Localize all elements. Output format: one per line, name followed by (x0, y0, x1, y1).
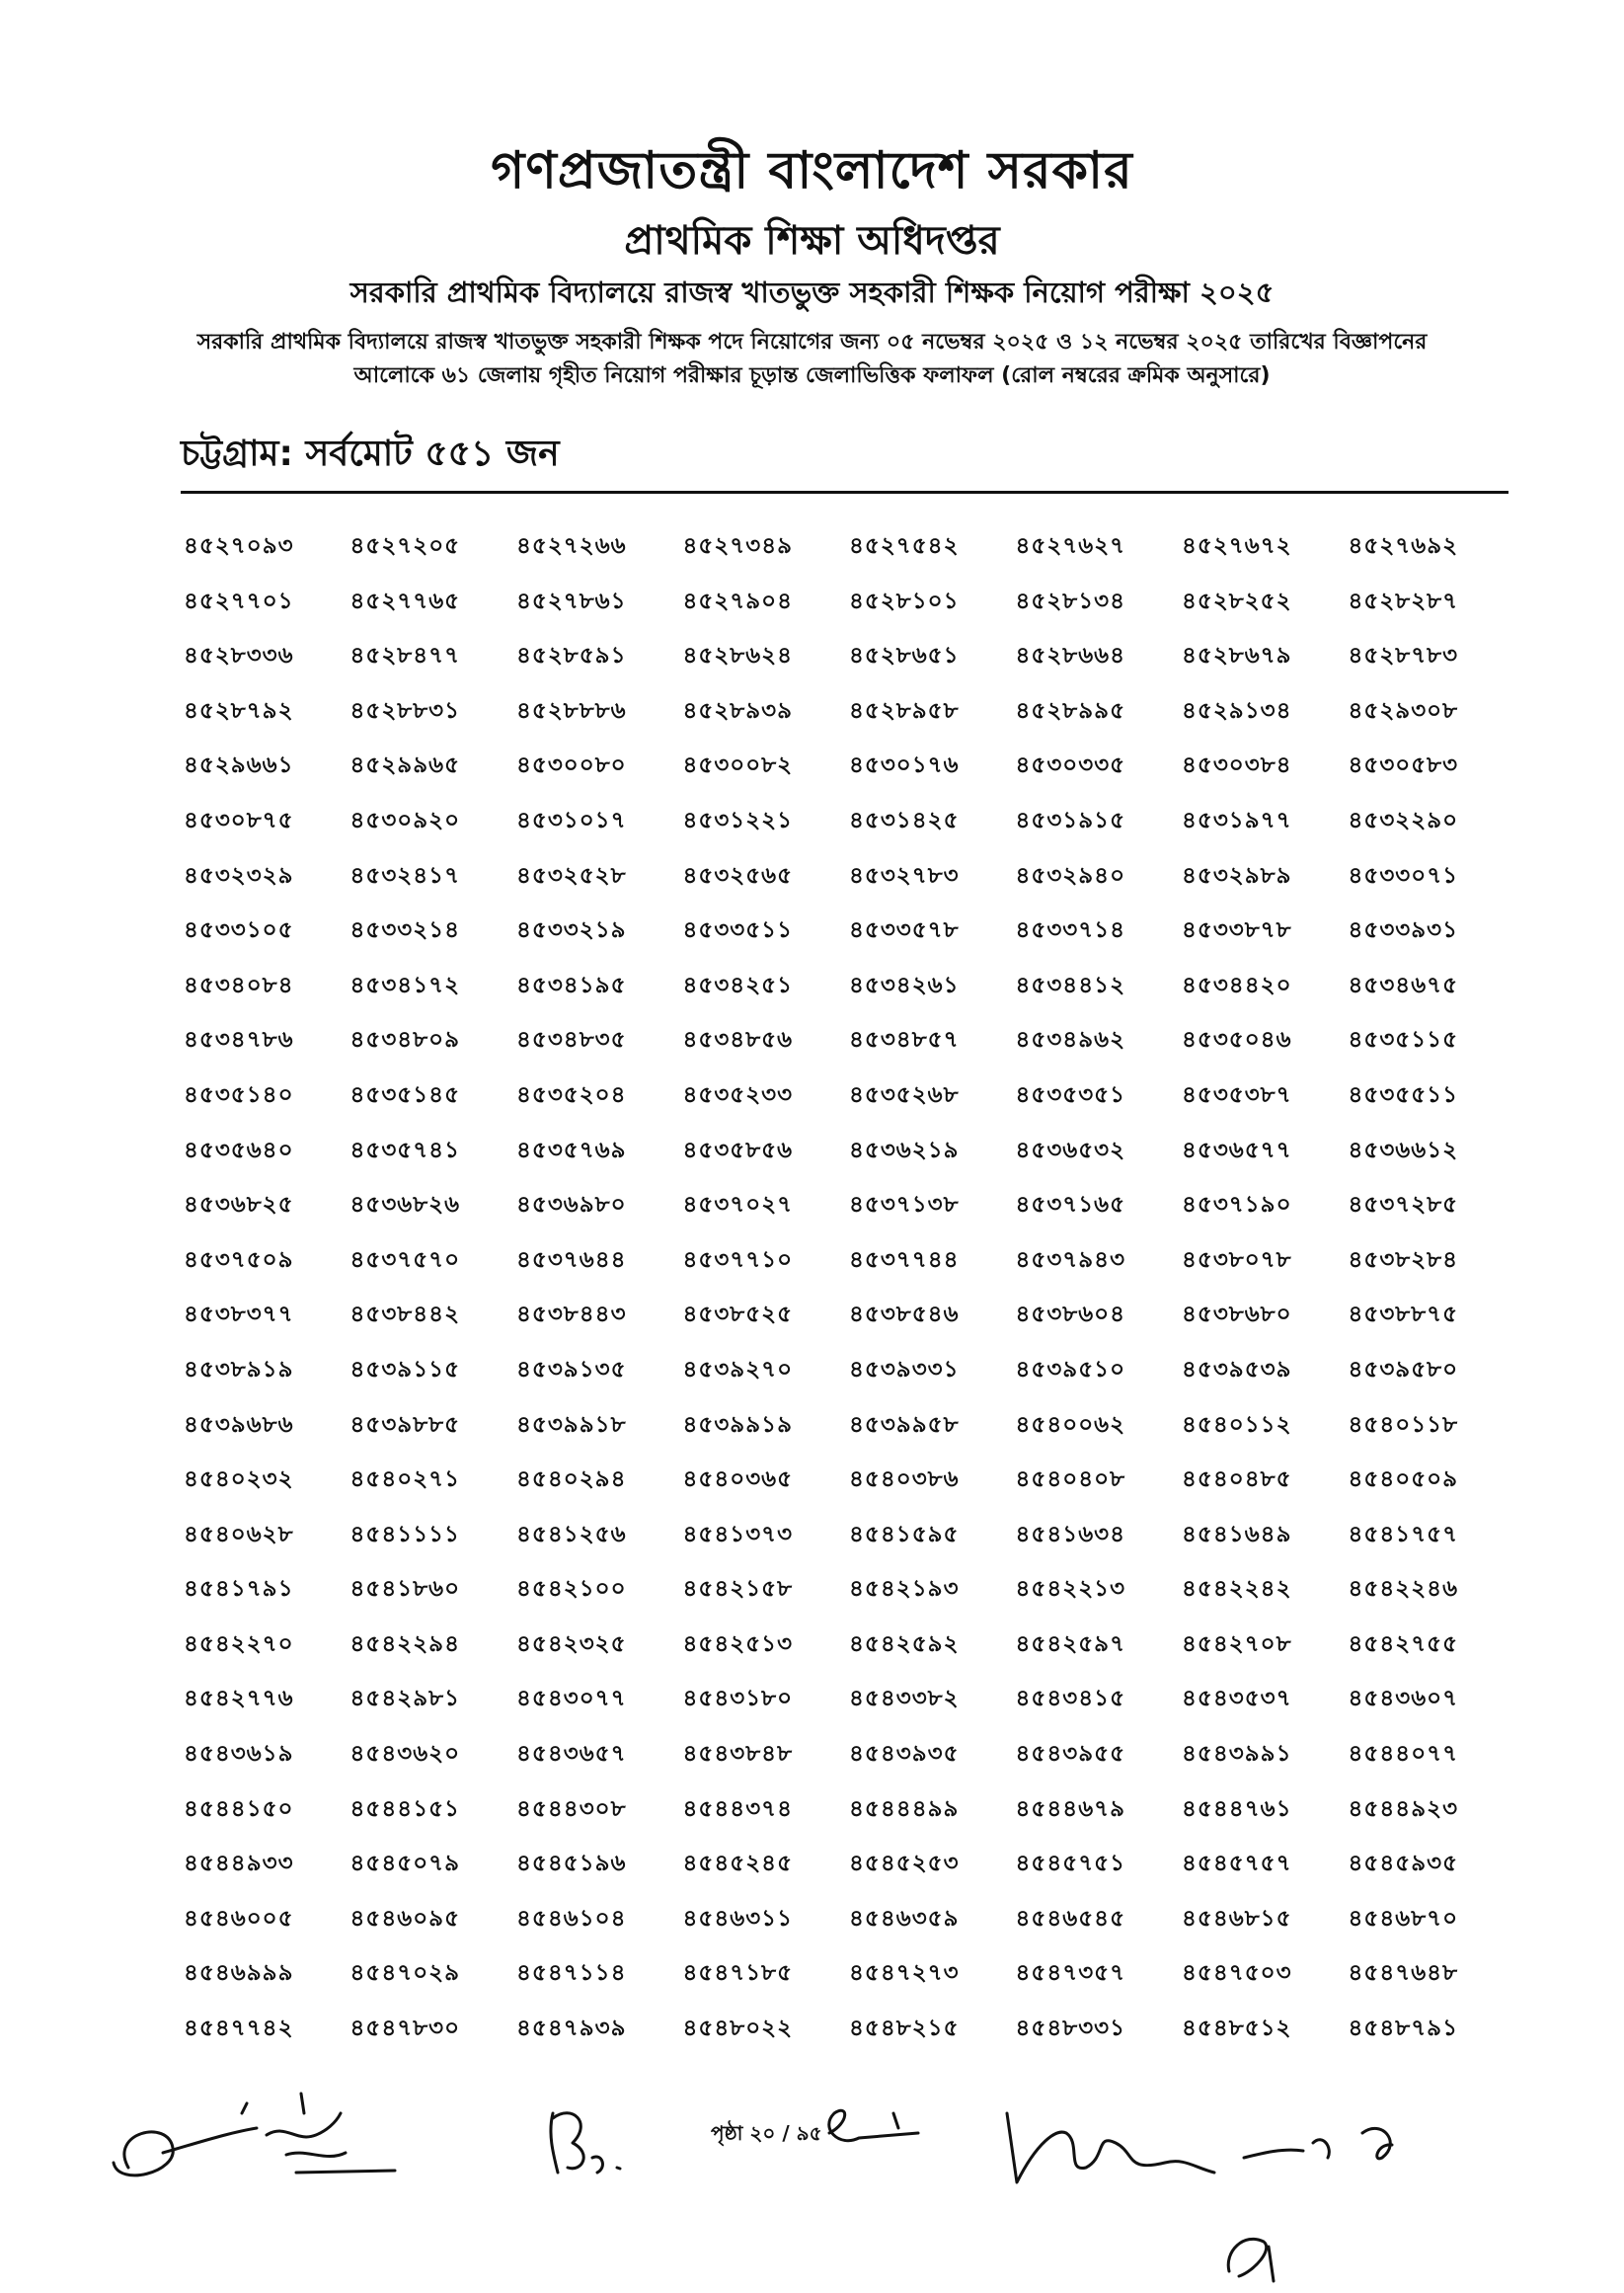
roll-number: ৪৫৩৮৪৪২ (349, 1302, 461, 1328)
roll-number: ৪৫৪৩৯৩৫ (849, 1741, 960, 1768)
description-line-2: আলোকে ৬১ জেলায় গৃহীত নিয়োগ পরীক্ষার চূড়ান্ত জেলাভিত্তিক ফলাফল (রোল নম্বরের ক্রমিক অনুসারে) (353, 363, 1271, 388)
roll-number: ৪৫৩৫৩৮৭ (1182, 1081, 1292, 1108)
roll-number: ৪৫৪৩৫৩৭ (1182, 1686, 1292, 1712)
roll-number: ৪৫৩৬২১৯ (849, 1137, 960, 1163)
roll-number: ৪৫৪০২৩২ (184, 1466, 294, 1493)
roll-number: ৪৫৩২৫৬৫ (682, 862, 794, 889)
roll-number: ৪৫৪৮২১৫ (849, 2016, 960, 2042)
roll-number: ৪৫৪২২৪২ (1182, 1576, 1292, 1603)
roll-number: ৪৫৪৭৭৪২ (184, 2016, 294, 2042)
roll-number: ৪৫৪৮০২২ (682, 2016, 794, 2042)
roll-number: ৪৫৪০৪৮৫ (1182, 1466, 1292, 1493)
roll-number: ৪৫৩০৩৩৫ (1015, 752, 1126, 779)
roll-number: ৪৫৩৬৯৮০ (516, 1192, 627, 1219)
roll-number: ৪৫৪২৫১৩ (682, 1630, 794, 1657)
roll-number: ৪৫২৭৬৯২ (1348, 533, 1459, 559)
roll-number: ৪৫৪৫৯৩৫ (1348, 1851, 1459, 1877)
roll-number: ৪৫৪২৩২৫ (516, 1630, 627, 1657)
roll-number: ৪৫৪৪৬৭৯ (1015, 1795, 1126, 1822)
roll-number: ৪৫২৭৯০৪ (682, 588, 794, 614)
roll-number: ৪৫৪৩৬৫৭ (516, 1741, 627, 1768)
roll-number: ৪৫৪৬০০৫ (184, 1905, 294, 1932)
roll-number: ৪৫২৮৬৭৯ (1182, 643, 1292, 670)
roll-number: ৪৫৩১৯৭৭ (1182, 807, 1292, 833)
roll-number: ৪৫২৮১৩৪ (1015, 588, 1126, 614)
roll-number: ৪৫৪৭৬৪৮ (1348, 1960, 1459, 1987)
roll-number: ৪৫৩৫৭৪১ (349, 1137, 461, 1163)
roll-number: ৪৫৩৮৬৮০ (1182, 1302, 1292, 1328)
roll-number: ৪৫৩০০৮২ (682, 752, 794, 779)
roll-number: ৪৫৩৪৮৫৬ (682, 1027, 794, 1054)
roll-number: ৪৫৪৭০২৯ (349, 1960, 461, 1987)
roll-number: ৪৫২৮১০১ (849, 588, 960, 614)
roll-number: ৪৫৪৬০৯৫ (349, 1905, 461, 1932)
roll-number: ৪৫৪৩৬০৭ (1348, 1686, 1459, 1712)
roll-number: ৪৫৩০১৭৬ (849, 752, 960, 779)
roll-number: ৪৫৪৩৬১৯ (184, 1741, 294, 1768)
roll-number: ৪৫২৭২৬৬ (516, 533, 627, 559)
roll-number: ৪৫৩৯৫৮০ (1348, 1356, 1459, 1383)
roll-number: ৪৫২৭৬৭২ (1182, 533, 1292, 559)
roll-number: ৪৫৪০০৬২ (1015, 1411, 1126, 1438)
roll-number: ৪৫৩৩৫৭৮ (849, 917, 960, 944)
roll-number: ৪৫৪৬৩৫৯ (849, 1905, 960, 1932)
roll-number: ৪৫৩৫০৪৬ (1182, 1027, 1292, 1054)
roll-number: ৪৫২৮৯৫৮ (849, 697, 960, 724)
roll-number: ৪৫৩৮৫২৫ (682, 1302, 794, 1328)
roll-number: ৪৫৩৪৬৭৫ (1348, 972, 1459, 998)
roll-number: ৪৫৩৯৮৮৫ (349, 1411, 461, 1438)
roll-number: ৪৫৪৬৮৭০ (1348, 1905, 1459, 1932)
roll-number: ৪৫২৭২০৫ (349, 533, 461, 559)
roll-number: ৪৫৩৩৮৭৮ (1182, 917, 1292, 944)
roll-number: ৪৫৪২৯৮১ (349, 1686, 461, 1712)
roll-number: ৪৫৪০২৯৪ (516, 1466, 627, 1493)
roll-number: ৪৫৩৮৩৭৭ (184, 1302, 294, 1328)
roll-number: ৪৫৩৪৭৮৬ (184, 1027, 294, 1054)
roll-number: ৪৫৪৮৭৯১ (1348, 2016, 1459, 2042)
roll-number: ৪৫৪১৬৩৪ (1015, 1521, 1126, 1547)
roll-number: ৪৫৩৯৯১৯ (682, 1411, 794, 1438)
signature-5 (1007, 2113, 1214, 2182)
roll-number: ৪৫৪০৪০৮ (1015, 1466, 1126, 1493)
signature-7 (1228, 2239, 1274, 2281)
roll-number: ৪৫৪৪৯২৩ (1348, 1795, 1459, 1822)
roll-number: ৪৫৪৩৮৪৮ (682, 1741, 794, 1768)
roll-number: ৪৫২৯৩০৮ (1348, 697, 1459, 724)
roll-number: ৪৫৪৪৯৩৩ (184, 1851, 294, 1877)
roll-number: ৪৫৩৫১৪৫ (349, 1081, 461, 1108)
roll-number: ৪৫৩৭৫০৯ (184, 1246, 294, 1273)
roll-number: ৪৫৩২৩২৯ (184, 862, 294, 889)
roll-number: ৪৫২৮৯৩৯ (682, 697, 794, 724)
roll-number: ৪৫৩৯১১৫ (349, 1356, 461, 1383)
roll-number: ৪৫৩৪২৬১ (849, 972, 960, 998)
roll-number: ৪৫৪২১৫৮ (682, 1576, 794, 1603)
roll-number: ৪৫৪৮৫১২ (1182, 2016, 1292, 2042)
roll-number: ৪৫৪৭৯৩৯ (516, 2016, 627, 2042)
roll-number: ৪৫৪২১৯৩ (849, 1576, 960, 1603)
roll-number: ৪৫২৮৪৭৭ (349, 643, 461, 670)
roll-number: ৪৫৩৪৪১২ (1015, 972, 1126, 998)
roll-number: ৪৫৩৪৪২০ (1182, 972, 1292, 998)
roll-number: ৪৫৩১৯১৫ (1015, 807, 1126, 833)
roll-number: ৪৫৩৫২৬৮ (849, 1081, 960, 1108)
roll-number: ৪৫৪৫২৪৫ (682, 1851, 794, 1877)
roll-number: ৪৫৩৪৮৫৭ (849, 1027, 960, 1054)
roll-number: ৪৫২৭৩৪৯ (682, 533, 794, 559)
roll-number: ৪৫৪৬৯৯৯ (184, 1960, 294, 1987)
roll-number: ৪৫৩০৮৭৫ (184, 807, 294, 833)
roll-number: ৪৫২৭৫৪২ (849, 533, 960, 559)
department-title: প্রাথমিক শিক্ষা অধিদপ্তর (624, 218, 1000, 264)
roll-number: ৪৫৩২৫২৮ (516, 862, 627, 889)
roll-number: ৪৫৩২৭৮৩ (849, 862, 960, 889)
roll-number: ৪৫২৭৬২৭ (1015, 533, 1126, 559)
roll-number: ৪৫৩৮৮৭৫ (1348, 1302, 1459, 1328)
roll-number: ৪৫৩৩২১৪ (349, 917, 461, 944)
roll-number: ৪৫৪০১১৮ (1348, 1411, 1459, 1438)
roll-number: ৪৫৪০৩৬৫ (682, 1466, 794, 1493)
roll-number: ৪৫৩৯৯৫৮ (849, 1411, 960, 1438)
roll-number: ৪৫৪৮৩৩১ (1015, 2016, 1126, 2042)
roll-number: ৪৫৩৩৯৩১ (1348, 917, 1459, 944)
roll-number: ৪৫৩৯২৭০ (682, 1356, 794, 1383)
roll-number: ৪৫৩২৯৮৯ (1182, 862, 1292, 889)
roll-number: ৪৫৩১০১৭ (516, 807, 627, 833)
roll-number: ৪৫২৮৮৩১ (349, 697, 461, 724)
roll-number: ৪৫৪৪১৫০ (184, 1795, 294, 1822)
roll-number: ৪৫৩৩২১৯ (516, 917, 627, 944)
roll-number: ৪৫৪২২৪৬ (1348, 1576, 1459, 1603)
roll-number: ৪৫৪৩৪১৫ (1015, 1686, 1126, 1712)
roll-number: ৪৫৩৭১৯০ (1182, 1192, 1292, 1219)
roll-number: ৪৫৩৮৫৪৬ (849, 1302, 960, 1328)
roll-number: ৪৫২৯৬৬১ (184, 752, 294, 779)
roll-number: ৪৫৪২৭৫৫ (1348, 1630, 1459, 1657)
roll-number: ৪৫৩৮৪৪৩ (516, 1302, 627, 1328)
heading-divider (181, 491, 1508, 494)
roll-number: ৪৫২৭৮৬১ (516, 588, 627, 614)
roll-number: ৪৫৪২৭৭৬ (184, 1686, 294, 1712)
roll-number: ৪৫২৮৮৮৬ (516, 697, 627, 724)
roll-number: ৪৫৪২৫৯৭ (1015, 1630, 1126, 1657)
roll-number: ৪৫৩৭০২৭ (682, 1192, 794, 1219)
roll-number: ৪৫৪১৭৫৭ (1348, 1521, 1459, 1547)
roll-number: ৪৫৩৮২৮৪ (1348, 1246, 1459, 1273)
roll-number: ৪৫৩৩০৭১ (1348, 862, 1459, 889)
exam-title: সরকারি প্রাথমিক বিদ্যালয়ে রাজস্ব খাতভুক্ত সহকারী শিক্ষক নিয়োগ পরীক্ষা ২০২৫ (349, 276, 1275, 309)
roll-number: ৪৫৪৫২৫৩ (849, 1851, 960, 1877)
roll-number: ৪৫৩৬৮২৬ (349, 1192, 461, 1219)
roll-number: ৪৫৩৪১৯৫ (516, 972, 627, 998)
roll-number: ৪৫৩৮০৭৮ (1182, 1246, 1292, 1273)
roll-number: ৪৫২৮৭৯২ (184, 697, 294, 724)
roll-number: ৪৫৪২২৯৪ (349, 1630, 461, 1657)
roll-number: ৪৫৩০০৮০ (516, 752, 627, 779)
roll-number: ৪৫৩৯৬৮৬ (184, 1411, 294, 1438)
roll-number: ৪৫৩৫১১৫ (1348, 1027, 1459, 1054)
roll-number: ৪৫৪৬৮১৫ (1182, 1905, 1292, 1932)
roll-number: ৪৫৪৭১৮৫ (682, 1960, 794, 1987)
roll-number: ৪৫৪৭৩৫৭ (1015, 1960, 1126, 1987)
roll-number: ৪৫৩৭১৩৮ (849, 1192, 960, 1219)
roll-number: ৪৫৩১২২১ (682, 807, 794, 833)
roll-number: ৪৫৩৩৭১৪ (1015, 917, 1126, 944)
roll-number: ৪৫২৭৭৬৫ (349, 588, 461, 614)
roll-number: ৪৫৪৩০৭৭ (516, 1686, 627, 1712)
roll-number: ৪৫৩৬৫৭৭ (1182, 1137, 1292, 1163)
roll-number: ৪৫৪২২১৩ (1015, 1576, 1126, 1603)
roll-number: ৪৫৩৪৮৩৫ (516, 1027, 627, 1054)
signature-3 (551, 2113, 620, 2173)
roll-number: ৪৫৩৫৫১১ (1348, 1081, 1459, 1108)
roll-number: ৪৫৩৭১৬৫ (1015, 1192, 1126, 1219)
signature-2 (267, 2094, 395, 2173)
roll-number: ৪৫৩৭২৮৫ (1348, 1192, 1459, 1219)
roll-number: ৪৫৪৭৮৩০ (349, 2016, 461, 2042)
roll-number: ৪৫৩৩১০৫ (184, 917, 294, 944)
roll-number: ৪৫৩৫৬৪০ (184, 1137, 294, 1163)
roll-number: ৪৫৩৪০৮৪ (184, 972, 294, 998)
roll-number: ৪৫৩৫২৩৩ (682, 1081, 794, 1108)
roll-number: ৪৫৩০৯২০ (349, 807, 461, 833)
roll-number: ৪৫২৭০৯৩ (184, 533, 294, 559)
roll-number: ৪৫৩৯৫১০ (1015, 1356, 1126, 1383)
roll-number: ৪৫২৯১৩৪ (1182, 697, 1292, 724)
roll-number: ৪৫৪৬১০৪ (516, 1905, 627, 1932)
roll-number: ৪৫৩৮৯১৯ (184, 1356, 294, 1383)
roll-number: ৪৫২৮৩৩৬ (184, 643, 294, 670)
roll-number: ৪৫৪৩৯৯১ (1182, 1741, 1292, 1768)
roll-number: ৪৫৩৭৫৭০ (349, 1246, 461, 1273)
roll-number: ৪৫৩৩৫১১ (682, 917, 794, 944)
roll-number: ৪৫২৮২৫২ (1182, 588, 1292, 614)
roll-number: ৪৫৪১৬৪৯ (1182, 1521, 1292, 1547)
roll-number: ৪৫৩০৩৮৪ (1182, 752, 1292, 779)
roll-number: ৪৫৩৫৮৫৬ (682, 1137, 794, 1163)
roll-number: ৪৫২৮২৮৭ (1348, 588, 1459, 614)
roll-number: ৪৫২৭৭০১ (184, 588, 294, 614)
roll-number: ৪৫৩৫৭৬৯ (516, 1137, 627, 1163)
roll-number: ৪৫৪০২৭১ (349, 1466, 461, 1493)
roll-number: ৪৫২৯৯৬৫ (349, 752, 461, 779)
roll-number: ৪৫৩২২৯০ (1348, 807, 1459, 833)
roll-number: ৪৫৩৯৯১৮ (516, 1411, 627, 1438)
roll-number: ৪৫৩৭৭১০ (682, 1246, 794, 1273)
roll-number: ৪৫৪৪৭৬১ (1182, 1795, 1292, 1822)
roll-number: ৪৫৩২৯৪০ (1015, 862, 1126, 889)
roll-number: ৪৫৩১৪২৫ (849, 807, 960, 833)
roll-number: ৪৫৩৬৮২৫ (184, 1192, 294, 1219)
roll-number: ৪৫৪৩৯৫৫ (1015, 1741, 1126, 1768)
government-title: গণপ্রজাতন্ত্রী বাংলাদেশ সরকার (491, 141, 1133, 200)
roll-number: ৪৫২৮৬৫১ (849, 643, 960, 670)
roll-number: ৪৫২৮৭৮৩ (1348, 643, 1459, 670)
roll-number: ৪৫৪২৭০৮ (1182, 1630, 1292, 1657)
roll-number: ৪৫৪১৩৭৩ (682, 1521, 794, 1547)
result-description (148, 326, 1476, 393)
roll-number: ৪৫৪১১১১ (349, 1521, 460, 1547)
roll-number: ৪৫২৮৬২৪ (682, 643, 794, 670)
roll-number: ৪৫৩৭৭৪৪ (849, 1246, 960, 1273)
roll-number-grid (184, 527, 1507, 2065)
signature-1 (114, 2103, 257, 2175)
roll-number: ৪৫৪৭২৭৩ (849, 1960, 960, 1987)
roll-number: ৪৫২৮৬৬৪ (1015, 643, 1126, 670)
roll-number: ৪৫৩৯৫৩৯ (1182, 1356, 1292, 1383)
roll-number: ৪৫৪৩১৮০ (682, 1686, 794, 1712)
roll-number: ৪৫৩০৫৮৩ (1348, 752, 1459, 779)
roll-number: ৪৫৩৪২৫১ (682, 972, 794, 998)
signature-6 (1244, 2128, 1392, 2158)
roll-number: ৪৫৪৪০৭৭ (1348, 1741, 1459, 1768)
roll-number: ৪৫৪৭৫০৩ (1182, 1960, 1292, 1987)
roll-number: ৪৫৩২৪১৭ (349, 862, 461, 889)
roll-number: ৪৫৩৮৬০৪ (1015, 1302, 1126, 1328)
roll-number: ৪৫৪৫১৯৬ (516, 1851, 627, 1877)
roll-number: ৪৫৩৪৮০৯ (349, 1027, 461, 1054)
roll-number: ৪৫৪৫০৭৯ (349, 1851, 461, 1877)
roll-number: ৪৫৪০৬২৮ (184, 1521, 294, 1547)
district-heading: চট্টগ্রাম: সর্বমোট ৫৫১ জন (181, 434, 560, 474)
roll-number: ৪৫৪৪১৫১ (349, 1795, 460, 1822)
roll-number: ৪৫৩৯১৩৫ (516, 1356, 627, 1383)
roll-number: ৪৫৪২১০০ (516, 1576, 627, 1603)
roll-number: ৪৫৪৩৩৮২ (849, 1686, 960, 1712)
roll-number: ৪৫৩৭৯৪৩ (1015, 1246, 1126, 1273)
roll-number: ৪৫২৮৯৯৫ (1015, 697, 1126, 724)
roll-number: ৪৫৪৭১১৪ (516, 1960, 627, 1987)
roll-number: ৪৫৪৫৭৫১ (1015, 1851, 1126, 1877)
roll-number: ৪৫৪০৫০৯ (1348, 1466, 1459, 1493)
roll-number: ৪৫৩৯৩৩১ (849, 1356, 960, 1383)
page-number: পৃষ্ঠা ২০ / ৯৫ (711, 2121, 822, 2145)
roll-number: ৪৫৩৫২০৪ (516, 1081, 627, 1108)
roll-number: ৪৫৪১৭৯১ (184, 1576, 294, 1603)
roll-number: ৪৫৪১২৫৬ (516, 1521, 627, 1547)
roll-number: ৪৫৩৭৬৪৪ (516, 1246, 627, 1273)
roll-number: ৪৫৩৫১৪০ (184, 1081, 294, 1108)
roll-number: ৪৫৪৪৩৭৪ (682, 1795, 794, 1822)
roll-number: ৪৫৪০১১২ (1182, 1411, 1292, 1438)
signatures (0, 2074, 1624, 2293)
roll-number: ৪৫৪১৫৯৫ (849, 1521, 960, 1547)
roll-number: ৪৫২৮৫৯১ (516, 643, 627, 670)
roll-number: ৪৫৪০৩৮৬ (849, 1466, 960, 1493)
roll-number: ৪৫৪৫৭৫৭ (1182, 1851, 1292, 1877)
roll-number: ৪৫৪৬৫৪৫ (1015, 1905, 1126, 1932)
roll-number: ৪৫৩৪৯৬২ (1015, 1027, 1126, 1054)
roll-number: ৪৫৩৫৩৫১ (1015, 1081, 1126, 1108)
signature-4 (829, 2110, 918, 2140)
roll-number: ৪৫৪৩৬২০ (349, 1741, 461, 1768)
roll-number: ৪৫৩৬৬১২ (1348, 1137, 1459, 1163)
roll-number: ৪৫৪৪৩০৮ (516, 1795, 627, 1822)
roll-number: ৪৫৪২৫৯২ (849, 1630, 960, 1657)
roll-number: ৪৫৪৪৪৯৯ (849, 1795, 960, 1822)
description-line-1: সরকারি প্রাথমিক বিদ্যালয়ে রাজস্ব খাতভুক্ত সহকারী শিক্ষক পদে নিয়োগের জন্য ০৫ নভেম্বর ২০২৫ ও ১২ নভেম্বর ২০২৫ তারিখের বিজ্ঞাপনের (196, 330, 1428, 355)
roll-number: ৪৫৩৬৫৩২ (1015, 1137, 1126, 1163)
roll-number: ৪৫৪২২৭০ (184, 1630, 294, 1657)
roll-number: ৪৫৪১৮৬০ (349, 1576, 461, 1603)
roll-number: ৪৫৪৬৩১১ (682, 1905, 794, 1932)
roll-number: ৪৫৩৪১৭২ (349, 972, 461, 998)
